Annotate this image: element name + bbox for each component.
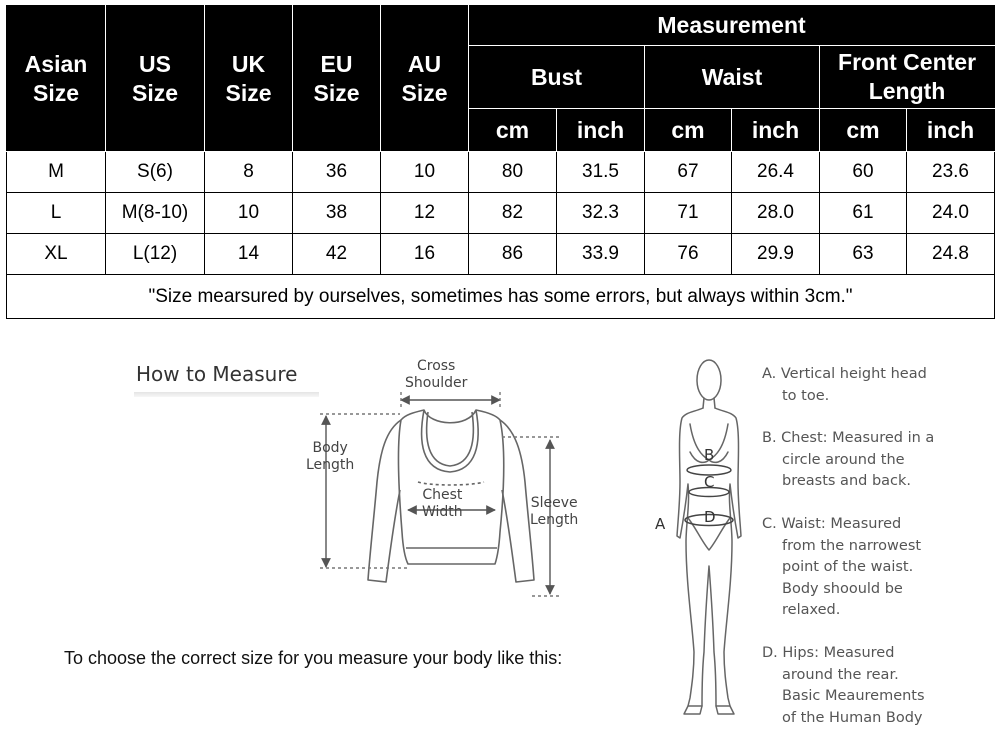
header-us-size: US Size [106, 6, 205, 152]
header-asian-size: Asian Size [7, 6, 106, 152]
cell-au-size: 12 [381, 193, 469, 234]
header-unit-inch: inch [732, 109, 820, 152]
header-bust: Bust [469, 46, 645, 109]
cell-bust-cm: 82 [469, 193, 557, 234]
marker-d: D [704, 508, 716, 526]
definition-c: C. Waist: Measured from the narrowest point of the waist. Body shoould be relaxed. [762, 516, 922, 618]
title-underline [134, 392, 319, 397]
header-unit-inch: inch [557, 109, 645, 152]
definition-d: D. Hips: Measured around the rear. Basic Meaurements of the Human Body [762, 645, 925, 726]
cell-asian-size: L [7, 193, 106, 234]
cell-waist-cm: 76 [645, 234, 732, 275]
cell-length-inch: 24.8 [907, 234, 995, 275]
size-chart-table [6, 5, 995, 319]
cell-uk-size: 10 [205, 193, 293, 234]
header-uk-size: UK Size [205, 6, 293, 152]
cell-bust-inch: 32.3 [557, 193, 645, 234]
body-length-label: Body Length [306, 440, 355, 473]
cell-us-size: L(12) [106, 234, 205, 275]
header-unit-cm: cm [469, 109, 557, 152]
header-unit-cm: cm [645, 109, 732, 152]
cell-eu-size: 42 [293, 234, 381, 275]
instruction-text: To choose the correct size for you measure your body like this: [64, 648, 563, 668]
marker-a: A [655, 515, 666, 533]
cell-length-inch: 23.6 [907, 152, 995, 193]
cross-shoulder-label: Cross Shoulder [405, 358, 468, 391]
cell-waist-cm: 67 [645, 152, 732, 193]
definition-a: A. Vertical height head to toe. [762, 366, 927, 404]
how-to-measure-title: How to Measure [136, 362, 298, 386]
sleeve-length-label: Sleeve Length [530, 495, 579, 528]
cell-bust-inch: 31.5 [557, 152, 645, 193]
cell-length-cm: 60 [820, 152, 907, 193]
header-front-center-length: Front Center Length [820, 46, 995, 109]
cell-uk-size: 14 [205, 234, 293, 275]
cell-us-size: M(8-10) [106, 193, 205, 234]
table-row [7, 152, 995, 193]
cell-uk-size: 8 [205, 152, 293, 193]
marker-c: C [704, 473, 715, 491]
cell-au-size: 10 [381, 152, 469, 193]
cell-bust-cm: 86 [469, 234, 557, 275]
header-au-size: AU Size [381, 6, 469, 152]
table-row [7, 193, 995, 234]
header-eu-size: EU Size [293, 6, 381, 152]
cell-asian-size: XL [7, 234, 106, 275]
header-measurement: Measurement [469, 6, 995, 46]
cell-waist-cm: 71 [645, 193, 732, 234]
cell-us-size: S(6) [106, 152, 205, 193]
marker-b: B [704, 446, 715, 464]
cell-au-size: 16 [381, 234, 469, 275]
chest-width-label: Chest Width [422, 487, 463, 520]
header-waist: Waist [645, 46, 820, 109]
header-unit-cm: cm [820, 109, 907, 152]
cell-waist-inch: 28.0 [732, 193, 820, 234]
body-measure-diagram [650, 352, 760, 727]
cell-bust-inch: 33.9 [557, 234, 645, 275]
cell-waist-inch: 26.4 [732, 152, 820, 193]
table-row [7, 234, 995, 275]
cell-eu-size: 38 [293, 193, 381, 234]
size-note: "Size mearsured by ourselves, sometimes has some errors, but always within 3cm." [7, 275, 995, 319]
header-unit-inch: inch [907, 109, 995, 152]
definition-b: B. Chest: Measured in a circle around the breasts and back. [762, 430, 935, 489]
cell-length-inch: 24.0 [907, 193, 995, 234]
cell-asian-size: M [7, 152, 106, 193]
cell-length-cm: 63 [820, 234, 907, 275]
cell-length-cm: 61 [820, 193, 907, 234]
cell-bust-cm: 80 [469, 152, 557, 193]
cell-eu-size: 36 [293, 152, 381, 193]
cell-waist-inch: 29.9 [732, 234, 820, 275]
